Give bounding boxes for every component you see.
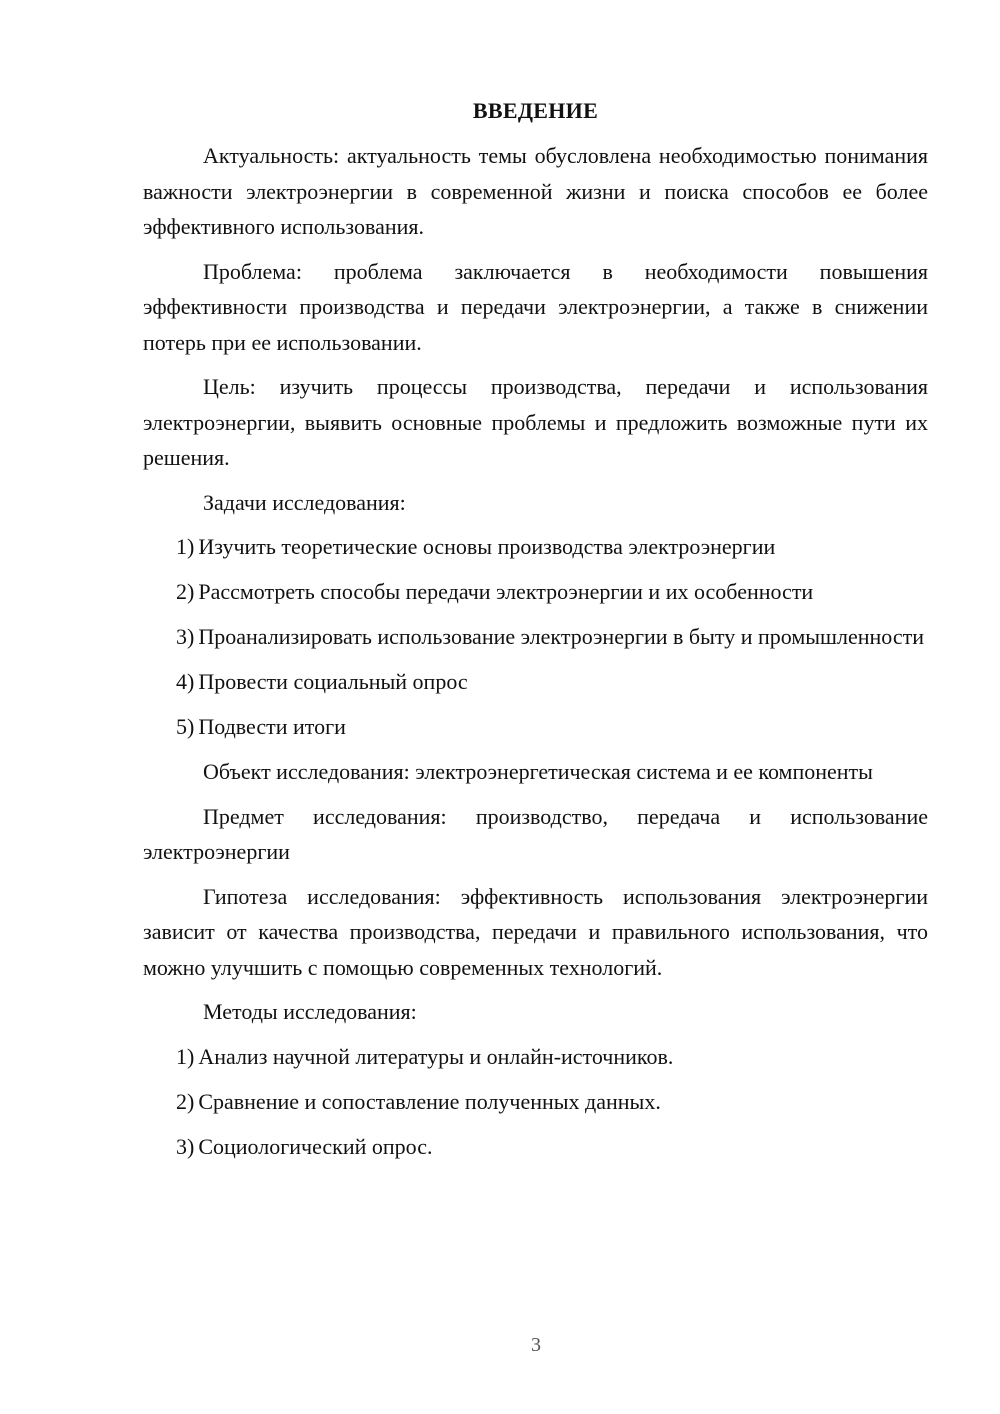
document-page [143, 96, 928, 1174]
list-item-text: Изучить теоретические основы производства электроэнергии [198, 534, 776, 559]
subject-paragraph: Предмет исследования: производство, передача и использование электроэнергии [143, 803, 928, 864]
problem-paragraph: Проблема: проблема заключается в необходимости повышения эффективности производства и передачи электроэнергии, а также в снижении потерь при ее использовании. [143, 258, 928, 355]
list-item-number: 2) [176, 1088, 195, 1114]
list-item-number: 3) [176, 624, 195, 649]
object-paragraph: Объект исследования: электроэнергетическая система и ее компоненты [203, 759, 873, 784]
list-item [143, 664, 928, 700]
list-item [143, 619, 928, 655]
list-item-number: 1) [176, 1043, 195, 1069]
page-number: 3 [531, 1334, 541, 1356]
list-item-number: 5) [176, 714, 195, 739]
methods-list [143, 1039, 928, 1165]
list-item [143, 1039, 928, 1075]
tasks-list [143, 529, 928, 745]
list-item-text: Подвести итоги [198, 714, 346, 739]
tasks-heading: Задачи исследования: [203, 489, 406, 515]
list-item-number: 4) [176, 669, 195, 694]
list-item-text: Рассмотреть способы передачи электроэнергии и их особенности [198, 579, 814, 604]
hypothesis-paragraph: Гипотеза исследования: эффективность использования электроэнергии зависит от качества производства, передачи и правильного использования, что можно улучшить с помощью современных технологий. [143, 883, 928, 980]
list-item-text: Провести социальный опрос [198, 669, 468, 694]
list-item [143, 1084, 928, 1120]
list-item-text: Социологический опрос. [198, 1133, 433, 1159]
list-item [143, 709, 928, 745]
list-item-number: 1) [176, 534, 195, 559]
methods-heading: Методы исследования: [203, 999, 417, 1024]
relevance-paragraph: Актуальность: актуальность темы обусловлена необходимостью понимания важности электроэнергии в современной жизни и поиска способов ее более эффективного использования. [143, 143, 928, 239]
list-item [143, 529, 928, 565]
list-item-number: 3) [176, 1133, 195, 1159]
list-item-number: 2) [176, 579, 195, 604]
list-item [143, 574, 928, 610]
goal-paragraph: Цель: изучить процессы производства, передачи и использования электроэнергии, выявить основные проблемы и предложить возможные пути их решения. [143, 374, 928, 470]
list-item-text: Проанализировать использование электроэнергии в быту и промышленности [198, 624, 924, 649]
list-item-text: Анализ научной литературы и онлайн-источников. [198, 1043, 674, 1069]
page-title: ВВЕДЕНИЕ [472, 98, 599, 123]
list-item-text: Сравнение и сопоставление полученных данных. [198, 1088, 661, 1114]
list-item [143, 1129, 928, 1165]
